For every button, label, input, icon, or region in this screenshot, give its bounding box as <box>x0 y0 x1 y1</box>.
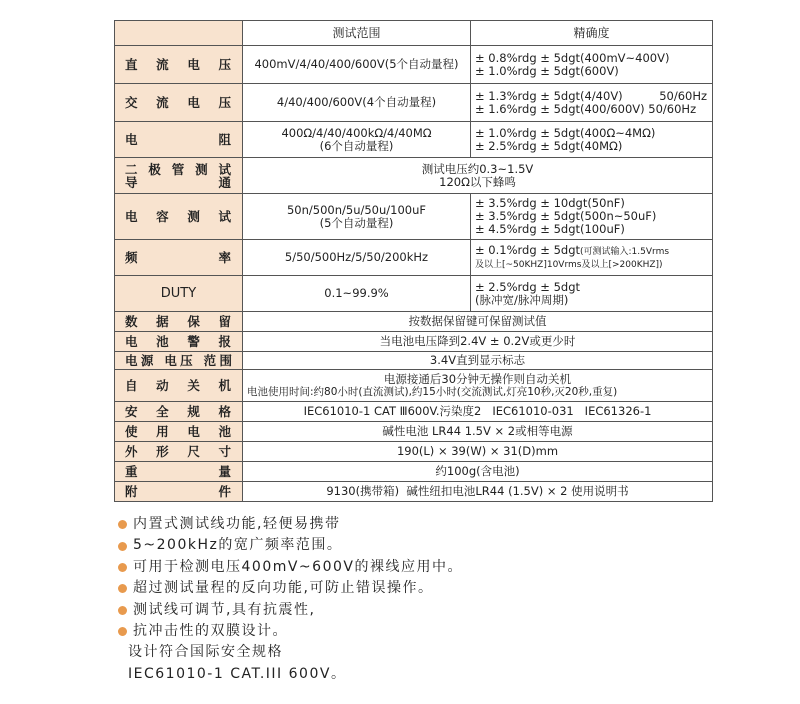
row-label: 电源 电压 范围 <box>115 352 243 370</box>
merged-cell: 9130(携带箱) 碱性纽扣电池LR44 (1.5V) × 2 使用说明书 <box>243 482 713 502</box>
orange-dot-icon <box>118 563 127 572</box>
range-cell: 4/40/400/600V(4个自动量程) <box>243 84 471 122</box>
row-label: 外形尺寸 <box>115 442 243 462</box>
orange-dot-icon <box>118 584 127 593</box>
orange-dot-icon <box>118 520 127 529</box>
safety-note: 设计符合国际安全规格 <box>128 644 283 661</box>
merged-cell: 3.4V直到显示标志 <box>243 352 713 370</box>
accuracy-cell: ± 1.0%rdg ± 5dgt(400Ω~4MΩ) ± 2.5%rdg ± 5dgt(40MΩ) <box>471 122 713 158</box>
row-label: 频率 <box>115 240 243 276</box>
row-label: 交流电压 <box>115 84 243 122</box>
row-ac-voltage <box>115 84 713 122</box>
row-label: 数据保留 <box>115 312 243 332</box>
feature-item: 抗冲击性的双膜设计。 <box>118 621 718 642</box>
row-label: 安全规格 <box>115 402 243 422</box>
row-auto-off <box>115 370 713 402</box>
feature-list <box>118 514 718 685</box>
row-label: 附件 <box>115 482 243 502</box>
table-header-row <box>115 21 713 46</box>
row-diode-continuity <box>115 158 713 194</box>
accuracy-cell: ± 0.1%rdg ± 5dgt(可测试输入:1.5Vrms 及以上[~50KHZ]10Vrms及以上[>200KHZ]) <box>471 240 713 276</box>
row-label: 电容测试 <box>115 194 243 240</box>
orange-dot-icon <box>118 627 127 636</box>
merged-cell: 当电池电压降到2.4V ± 0.2V或更少时 <box>243 332 713 352</box>
orange-dot-icon <box>118 606 127 615</box>
accuracy-cell: ± 1.3%rdg ± 5dgt(4/40V) 50/60Hz ± 1.6%rdg ± 5dgt(400/600V) 50/60Hz <box>471 84 713 122</box>
spec-table <box>114 20 713 502</box>
accuracy-cell: ± 2.5%rdg ± 5dgt (脉冲宽/脉冲周期) <box>471 276 713 312</box>
row-dc-voltage <box>115 46 713 84</box>
merged-cell: 测试电压约0.3~1.5V 120Ω以下蜂鸣 <box>243 158 713 194</box>
row-capacitance <box>115 194 713 240</box>
header-corner <box>115 21 243 46</box>
row-supply-range <box>115 352 713 370</box>
row-label: 使用电池 <box>115 422 243 442</box>
row-safety <box>115 402 713 422</box>
accuracy-cell: ± 0.8%rdg ± 5dgt(400mV~400V) ± 1.0%rdg ± 5dgt(600V) <box>471 46 713 84</box>
row-label: 自动关机 <box>115 370 243 402</box>
row-dimensions <box>115 442 713 462</box>
merged-cell: 190(L) × 39(W) × 31(D)mm <box>243 442 713 462</box>
row-label: 二极管测试 导通 <box>115 158 243 194</box>
merged-cell: 约100g(含电池) <box>243 462 713 482</box>
row-label: 电池警报 <box>115 332 243 352</box>
row-data-hold <box>115 312 713 332</box>
row-resistance <box>115 122 713 158</box>
header-accuracy: 精确度 <box>471 21 713 46</box>
row-weight <box>115 462 713 482</box>
row-label: 重量 <box>115 462 243 482</box>
row-battery <box>115 422 713 442</box>
row-label: 直流电压 <box>115 46 243 84</box>
merged-cell: 按数据保留键可保留测试值 <box>243 312 713 332</box>
range-cell: 5/50/500Hz/5/50/200kHz <box>243 240 471 276</box>
feature-item: 可用于检测电压400mV~600V的裸线应用中。 <box>118 557 718 578</box>
row-label: 电阻 <box>115 122 243 158</box>
feature-item: 测试线可调节,具有抗震性, <box>118 600 718 621</box>
merged-cell: 碱性电池 LR44 1.5V × 2或相等电源 <box>243 422 713 442</box>
merged-cell: IEC61010-1 CAT Ⅲ600V.污染度2 IEC61010-031 IEC61326-1 <box>243 402 713 422</box>
range-cell: 400mV/4/40/400/600V(5个自动量程) <box>243 46 471 84</box>
feature-item: 超过测试量程的反向功能,可防止错误操作。 <box>118 578 718 599</box>
range-cell: 0.1~99.9% <box>243 276 471 312</box>
row-label: DUTY <box>115 276 243 312</box>
row-battery-warning <box>115 332 713 352</box>
row-duty <box>115 276 713 312</box>
range-cell: 400Ω/4/40/400kΩ/4/40MΩ (6个自动量程) <box>243 122 471 158</box>
orange-dot-icon <box>118 542 127 551</box>
header-range: 测试范围 <box>243 21 471 46</box>
range-cell: 50n/500n/5u/50u/100uF (5个自动量程) <box>243 194 471 240</box>
safety-note-standard: IEC61010-1 CAT.III 600V。 <box>128 665 347 682</box>
merged-cell: 电源接通后30分钟无操作则自动关机 电池使用时间:约80小时(直流测试),约15小时(交流测试,灯亮10秒,灭20秒,重复) <box>243 370 713 402</box>
row-frequency <box>115 240 713 276</box>
accuracy-cell: ± 3.5%rdg ± 10dgt(50nF) ± 3.5%rdg ± 5dgt(500n~50uF) ± 4.5%rdg ± 5dgt(100uF) <box>471 194 713 240</box>
feature-item: 5~200kHz的宽广频率范围。 <box>118 535 718 556</box>
feature-item: 内置式测试线功能,轻便易携带 <box>118 514 718 535</box>
row-accessories <box>115 482 713 502</box>
